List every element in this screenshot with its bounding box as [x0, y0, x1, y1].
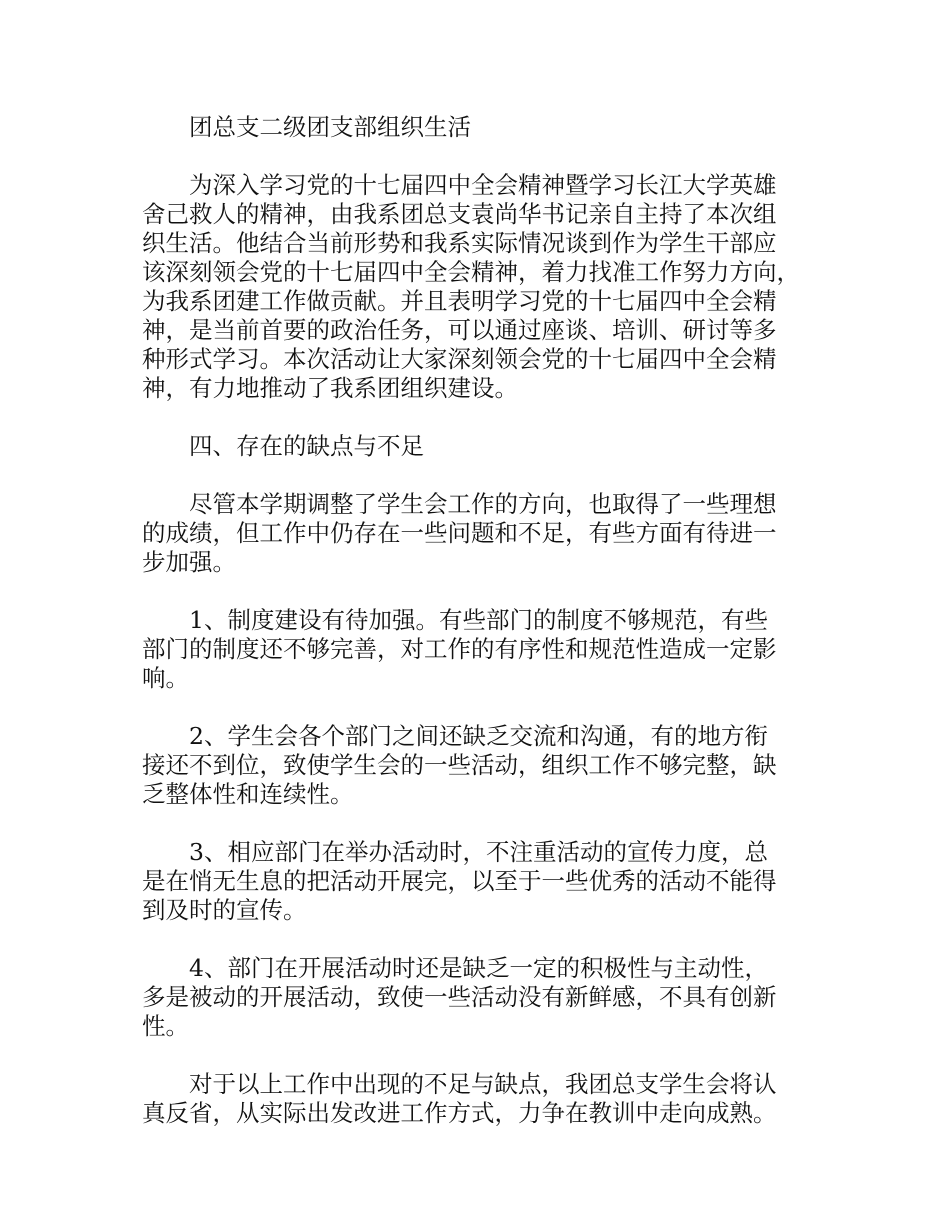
paragraph-line: 1、制度建设有待加强。有些部门的制度不够规范，有些 — [189, 606, 768, 634]
paragraph-line: 到及时的宣传。 — [142, 896, 307, 924]
paragraph-line: 尽管本学期调整了学生会工作的方向，也取得了一些理想 — [189, 490, 777, 518]
heading-text: 团总支二级团支部组织生活 — [189, 113, 471, 141]
paragraph-line: 4、部门在开展活动时还是缺乏一定的积极性与主动性， — [189, 954, 768, 982]
paragraph-item-3 — [142, 838, 822, 925]
paragraph-line: 是在悄无生息的把活动开展完，以至于一些优秀的活动不能得 — [142, 867, 777, 895]
document-body — [142, 113, 822, 1157]
paragraph-line: 对于以上工作中出现的不足与缺点，我团总支学生会将认 — [189, 1070, 777, 1098]
section-heading — [142, 113, 822, 142]
paragraph-line: 真反省，从实际出发改进工作方式，力争在教训中走向成熟。 — [142, 1099, 777, 1127]
paragraph-item-1 — [142, 606, 822, 693]
section-heading-shortcomings — [142, 432, 822, 461]
paragraph-intro-shortcomings — [142, 490, 822, 577]
paragraph-line: 的成绩，但工作中仍存在一些问题和不足，有些方面有待进一 — [142, 519, 777, 547]
paragraph-line: 为我系团建工作做贡献。并且表明学习党的十七届四中全会精 — [142, 287, 777, 315]
paragraph-line: 织生活。他结合当前形势和我系实际情况谈到作为学生干部应 — [142, 229, 777, 257]
paragraph-line: 接还不到位，致使学生会的一些活动，组织工作不够完整，缺 — [142, 751, 777, 779]
paragraph-item-4 — [142, 954, 822, 1041]
paragraph-line: 舍己救人的精神，由我系团总支袁尚华书记亲自主持了本次组 — [142, 200, 777, 228]
paragraph-line: 3、相应部门在举办活动时，不注重活动的宣传力度，总 — [189, 838, 768, 866]
paragraph-line: 部门的制度还不够完善，对工作的有序性和规范性造成一定影 — [142, 635, 777, 663]
paragraph-conclusion — [142, 1070, 822, 1128]
paragraph-line: 多是被动的开展活动，致使一些活动没有新鲜感，不具有创新 — [142, 983, 777, 1011]
paragraph-line: 种形式学习。本次活动让大家深刻领会党的十七届四中全会精 — [142, 345, 777, 373]
paragraph-line: 乏整体性和连续性。 — [142, 780, 354, 808]
paragraph-line: 该深刻领会党的十七届四中全会精神，着力找准工作努力方向， — [142, 258, 800, 286]
paragraph-line: 为深入学习党的十七届四中全会精神暨学习长江大学英雄 — [189, 171, 777, 199]
paragraph-line: 响。 — [142, 664, 189, 692]
paragraph-line: 神，是当前首要的政治任务，可以通过座谈、培训、研讨等多 — [142, 316, 777, 344]
paragraph-line: 步加强。 — [142, 548, 236, 576]
paragraph-item-2 — [142, 722, 822, 809]
paragraph-line: 神，有力地推动了我系团组织建设。 — [142, 374, 518, 402]
paragraph-line: 性。 — [142, 1012, 189, 1040]
paragraph-line: 2、学生会各个部门之间还缺乏交流和沟通，有的地方衔 — [189, 722, 768, 750]
heading-text: 四、存在的缺点与不足 — [189, 432, 424, 460]
paragraph-study-activity — [142, 171, 822, 403]
